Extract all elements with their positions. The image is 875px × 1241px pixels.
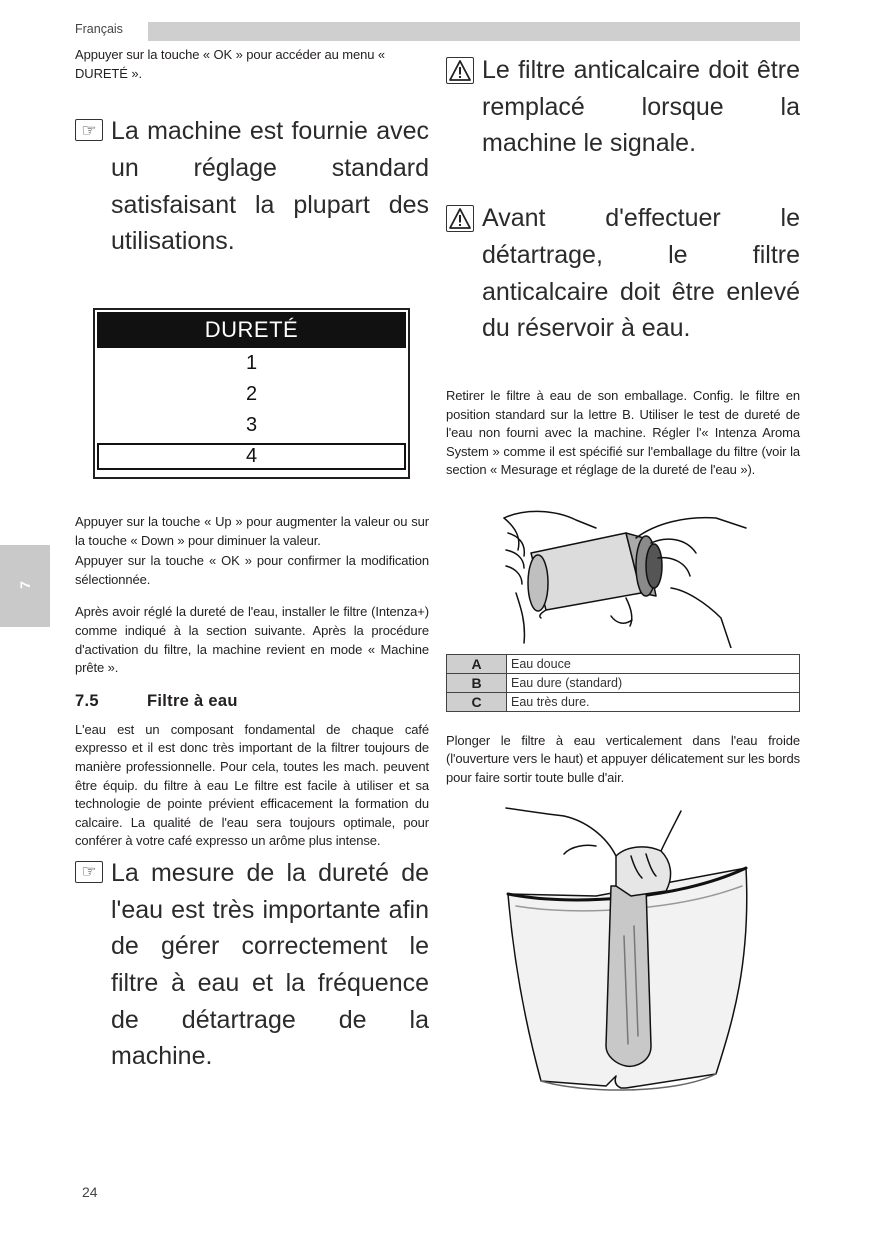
table-value: Eau douce — [507, 654, 800, 673]
section-title: Filtre à eau — [147, 691, 238, 710]
table-key: C — [447, 692, 507, 711]
warning-descaling — [446, 200, 800, 347]
hardness-display — [93, 308, 410, 479]
table-key: A — [447, 654, 507, 673]
left-column — [75, 46, 429, 1075]
right-column — [446, 52, 800, 1096]
section-number: 7.5 — [75, 691, 99, 710]
after-setting-text: Après avoir réglé la dureté de l'eau, installer le filtre (Intenza+) comme indiqué à la section suivante. Après la procédure d'activation du filtre, la machine revient en mode « Machine prête ». — [75, 604, 429, 676]
table-row — [447, 692, 800, 711]
hardness-table — [446, 654, 800, 712]
display-option-4-selected: 4 — [97, 443, 406, 470]
warning-descaling-text: Avant d'effectuer le détartrage, le filtre anticalcaire doit être enlevé du réservoir à eau. — [482, 204, 800, 343]
water-filter-text: L'eau est un composant fondamental de chaque café expresso et il est donc très important de la filtrer toujours de manière professionnelle. Pour cela, toutes les mach. peuvent être équip. du filtre à eau Le filtre est facile à utiliser et sa technologie de pointe prévient efficacement la formation du calcaire. La qualité de l'eau sera toujours optimale, pour conférer à votre café expresso un arôme plus intense. — [75, 721, 429, 849]
warning-triangle-icon — [446, 57, 474, 84]
table-row — [447, 673, 800, 692]
warning-replace-text: Le filtre anticalcaire doit être remplacé lorsque la machine le signale. — [482, 56, 800, 158]
warning-triangle-icon — [446, 205, 474, 232]
plunge-filter-text: Plonger le filtre à eau verticalement dans l'eau froide (l'ouverture vers le haut) et appuyer délicatement sur les bords pour faire sortir toute bulle d'air. — [446, 732, 800, 786]
note-standard-setting — [75, 113, 429, 260]
display-option-3: 3 — [245, 414, 258, 436]
ok-confirm-text: Appuyer sur la touche « OK » pour confirmer la modification sélectionnée. — [75, 553, 429, 587]
filter-plunge-illustration — [446, 806, 800, 1096]
up-down-text: Appuyer sur la touche « Up » pour augmenter la valeur ou sur la touche « Down » pour diminuer la valeur. — [75, 514, 429, 548]
note-hardness-text: La mesure de la dureté de l'eau est très importante afin de gérer correctement le filtre à eau et la fréquence de détartrage de la machine. — [111, 858, 429, 1071]
table-row — [447, 654, 800, 673]
hand-pointing-icon: ☞ — [75, 861, 103, 883]
note-standard-text: La machine est fournie avec un réglage standard satisfaisant la plupart des utilisations. — [111, 117, 429, 256]
chapter-tab — [0, 545, 50, 627]
display-option-2: 2 — [245, 383, 258, 405]
header-language: Français — [75, 22, 123, 36]
hand-pointing-icon: ☞ — [75, 119, 103, 141]
remove-filter-text: Retirer le filtre à eau de son emballage. Config. le filtre en position standard sur la lettre B. Utiliser le test de dureté de l'eau non fourni avec la machine. Régler l'« Intenza Aroma System » comme il est spécifié sur l'emballage du filtre (voir la section « Mesurage et réglage de la dureté de l'eau »). — [446, 387, 800, 478]
intro-text: Appuyer sur la touche « OK » pour accéder au menu « DURETÉ ». — [75, 47, 385, 81]
table-value: Eau dure (standard) — [507, 673, 800, 692]
display-title: DURETÉ — [97, 312, 406, 348]
warning-replace-filter — [446, 52, 800, 162]
header-bar — [148, 22, 800, 41]
page-number: 24 — [82, 1184, 98, 1200]
chapter-tab-label: 7 — [17, 581, 33, 589]
table-value: Eau très dure. — [507, 692, 800, 711]
display-option-1: 1 — [245, 352, 258, 374]
table-key: B — [447, 673, 507, 692]
filter-setting-illustration — [446, 498, 800, 648]
note-hardness-measure — [75, 855, 429, 1075]
section-heading — [75, 692, 429, 711]
